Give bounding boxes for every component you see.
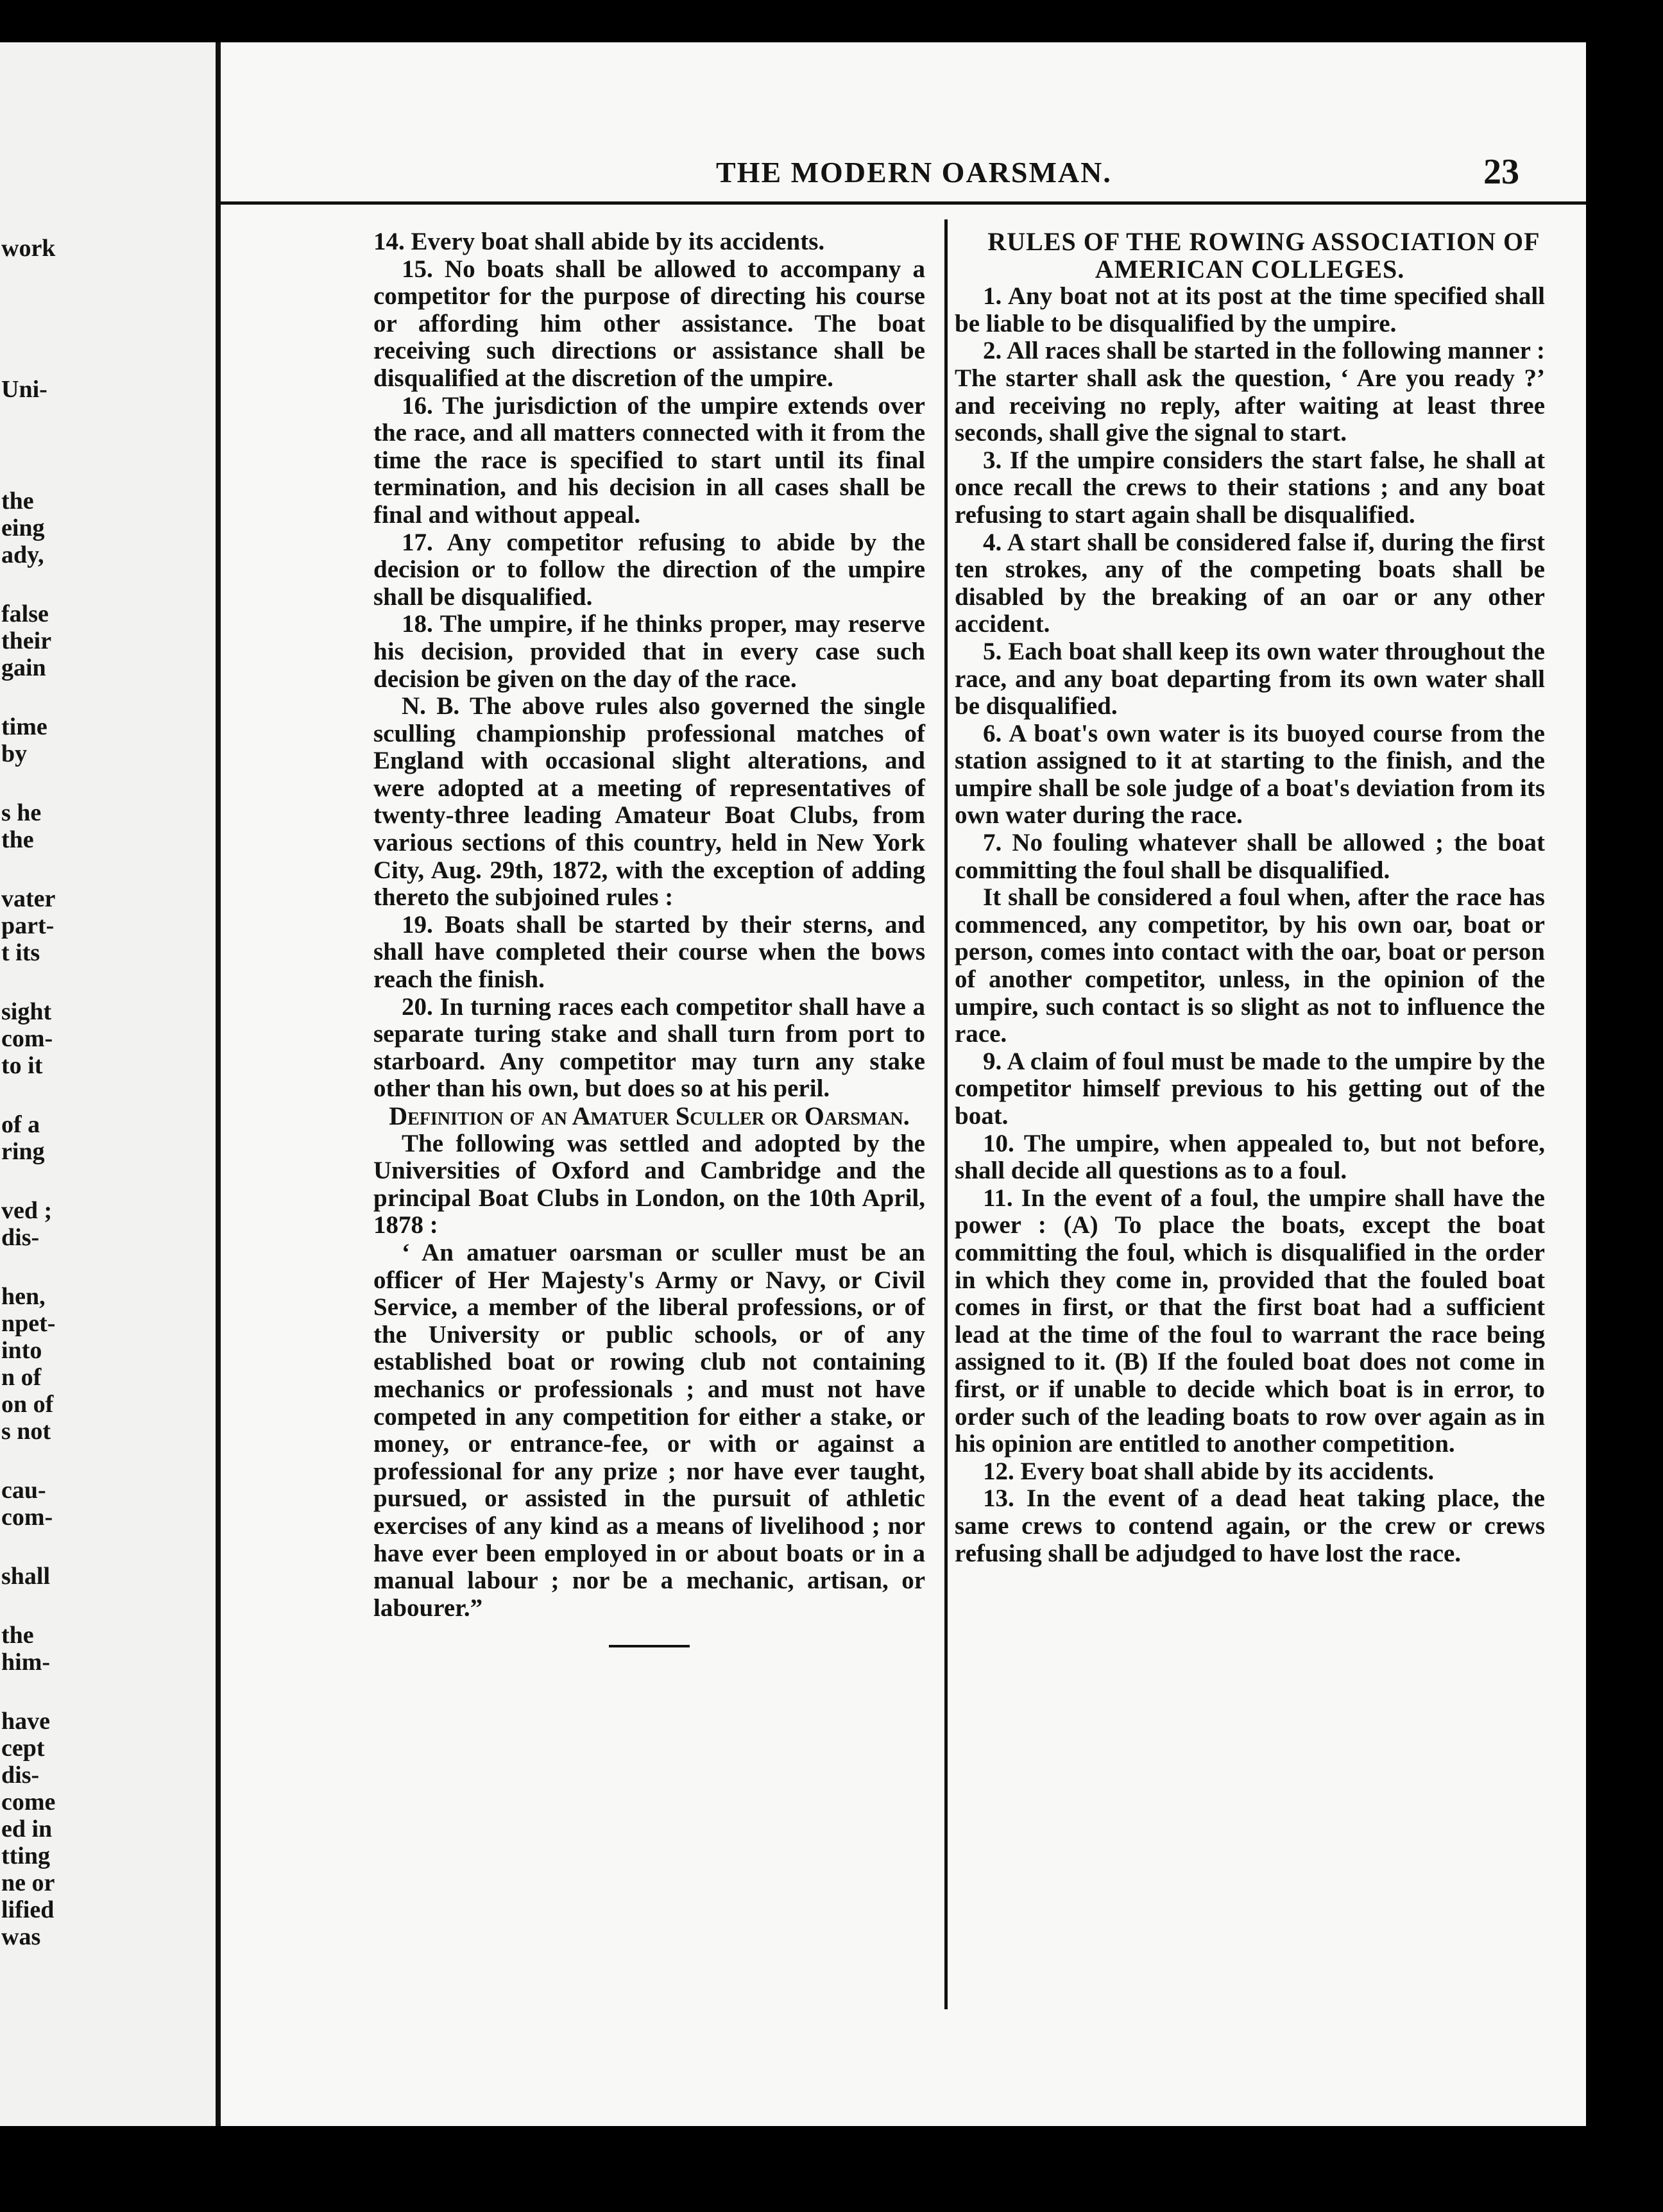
- fragment-line: vater: [1, 885, 56, 912]
- fragment-line: s he: [1, 799, 42, 826]
- header-rule: [221, 201, 1586, 205]
- rule-paragraph: 10. The umpire, when appealed to, but not before, shall decide all questions as to a foul.: [955, 1129, 1545, 1185]
- fragment-line: ady,: [1, 541, 44, 568]
- fragment-line: part-: [1, 912, 55, 939]
- rule-paragraph: 15. No boats shall be allowed to accompany a competitor for the purpose of directing his course or affording him other assistance. The boat receiving such directions or assistance shall be disqualified at the discretion of the umpire.: [373, 255, 925, 392]
- fragment-line: ring: [1, 1138, 45, 1165]
- rule-paragraph: 12. Every boat shall abide by its accidents.: [983, 1457, 1435, 1485]
- rule-paragraph: 1. Any boat not at its post at the time specified shall be liable to be disqualified by the umpire.: [955, 282, 1545, 337]
- fragment-line: Uni-: [1, 376, 47, 403]
- fragment-line: n of: [1, 1364, 42, 1391]
- rule-paragraph: 19. Boats shall be started by their sterns, and shall have completed their course when the bows reach the finish.: [373, 910, 925, 994]
- fragment-line: false: [1, 600, 49, 627]
- fragment-line: com-: [1, 1504, 53, 1531]
- fragment-line: by: [1, 740, 28, 767]
- rule-paragraph: 9. A claim of foul must be made to the umpire by the competitor himself previous to his getting out of the boat.: [955, 1047, 1545, 1130]
- fragment-line: have: [1, 1708, 50, 1735]
- left-column: [373, 228, 925, 1647]
- section-end-rule: [609, 1645, 690, 1647]
- definition-heading: Definition of an Amatuer Sculler or Oarsman.: [389, 1102, 910, 1130]
- fragment-line: him-: [1, 1649, 50, 1676]
- fragment-line: eing: [1, 515, 45, 541]
- rule-paragraph: 2. All races shall be started in the following manner : The starter shall ask the question, ‘ Are you ready ?’ and receiving no reply, after waiting at least three seconds, shall give the signal to start.: [955, 337, 1545, 447]
- book-page: [221, 42, 1586, 2126]
- fragment-line: shall: [1, 1563, 51, 1590]
- rule-paragraph: 7. No fouling whatever shall be allowed ; the boat committing the foul shall be disqualified.: [955, 829, 1545, 884]
- fragment-line: come: [1, 1789, 56, 1816]
- rule-paragraph: It shall be considered a foul when, after the race has commenced, any competitor, by his own oar, boat or person, comes into contact with the oar, boat or person of another competitor, unless, in the opinion of the umpire, such contact is so slight as not to influence the race.: [955, 883, 1545, 1048]
- definition-quote: ‘ An amatuer oarsman or sculler must be an officer of Her Majesty's Army or Navy, or Civil Service, a member of the liberal professions, or of the University or public schools, or of any established boat or rowing club not containing mechanics or professionals ; and must not have competed in any competition for either a stake, or money, or entrance-fee, or with or against a professional for any prize ; nor have ever taught, pursued, or assisted in the pursuit of athletic exercises of any kind as a means of livelihood ; nor have ever been employed in or about boats or in a manual labour ; nor be a mechanic, artisan, or labourer.”: [373, 1238, 925, 1622]
- fragment-line: the: [1, 826, 34, 853]
- rule-paragraph: 16. The jurisdiction of the umpire extends over the race, and all matters connected with it from the time the race is specified to start until its final termination, and his decision in all cases shall be final and without appeal.: [373, 391, 925, 529]
- fragment-line: was: [1, 1923, 41, 1950]
- fragment-line: npet-: [1, 1310, 56, 1337]
- facing-page-fragment: [0, 42, 216, 2126]
- running-header: [221, 152, 1586, 194]
- rules-heading: RULES OF THE ROWING ASSOCIATION OF AMERICAN COLLEGES.: [987, 227, 1540, 284]
- fragment-line: cept: [1, 1735, 45, 1762]
- fragment-line: dis-: [1, 1762, 40, 1789]
- fragment-line: ne or: [1, 1869, 55, 1896]
- right-column: [955, 228, 1545, 1567]
- fragment-line: into: [1, 1337, 42, 1364]
- rule-paragraph: 20. In turning races each competitor shall have a separate turing stake and shall turn from port to starboard. Any competitor may turn any stake other than his own, but does so at his peril.: [373, 992, 925, 1103]
- rule-paragraph: 4. A start shall be considered false if, during the first ten strokes, any of the competing boats shall be disabled by the breaking of an oar or any other accident.: [955, 528, 1545, 638]
- fragment-line: to it: [1, 1052, 43, 1079]
- fragment-line: gain: [1, 654, 46, 681]
- note-paragraph: N. B. The above rules also governed the single sculling championship professional matches of England with occasional slight alterations, and were adopted at a meeting of representatives of twenty-three leading Amateur Boat Clubs, from various sections of this country, held in New York City, Aug. 29th, 1872, with the exception of adding thereto the subjoined rules :: [373, 692, 925, 912]
- fragment-line: ed in: [1, 1816, 53, 1842]
- fragment-line: ved ;: [1, 1197, 53, 1224]
- fragment-line: hen,: [1, 1283, 46, 1310]
- fragment-line: t its: [1, 939, 40, 966]
- column-divider: [944, 219, 948, 2009]
- fragment-line: s not: [1, 1418, 51, 1445]
- rule-paragraph: 6. A boat's own water is its buoyed course from the station assigned to it at starting to the finish, and the umpire shall be sole judge of a boat's deviation from its own water during the race.: [955, 719, 1545, 830]
- running-title: THE MODERN OARSMAN.: [716, 156, 1112, 189]
- fragment-line: of a: [1, 1111, 40, 1138]
- rule-paragraph: 13. In the event of a dead heat taking place, the same crews to contend again, or the crew or crews refusing shall be adjudged to have lost the race.: [955, 1485, 1545, 1567]
- fragment-line: time: [1, 713, 47, 740]
- rule-paragraph: 17. Any competitor refusing to abide by the decision or to follow the direction of the umpire shall be disqualified.: [373, 528, 925, 611]
- rule-paragraph: 5. Each boat shall keep its own water throughout the race, and any boat departing from its own water shall be disqualified.: [955, 637, 1545, 720]
- fragment-line: com-: [1, 1025, 53, 1052]
- fragment-line: on of: [1, 1391, 54, 1418]
- book-gutter: [216, 42, 221, 2126]
- page-number: 23: [1483, 152, 1519, 192]
- rule-paragraph: 14. Every boat shall abide by its accidents.: [373, 228, 825, 255]
- fragment-line: tting: [1, 1842, 50, 1869]
- fragment-line: lified: [1, 1896, 55, 1923]
- fragment-line: the: [1, 1622, 34, 1649]
- fragment-line: their: [1, 627, 52, 654]
- fragment-line: dis-: [1, 1224, 40, 1251]
- rule-paragraph: 3. If the umpire considers the start false, he shall at once recall the crews to their stations ; and any boat refusing to start again shall be disqualified.: [955, 446, 1545, 529]
- rule-paragraph: 11. In the event of a foul, the umpire shall have the power : (A) To place the boats, except the boat committing the foul, which is disqualified in the order in which they come in, provided that the fouled boat comes in first, or that the first boat had a sufficient lead at the time of the foul to warrant the race being assigned to it. (B) If the fouled boat does not come in first, or if unable to decide which boat is in error, to order such of the leading boats to row over again as in his opinion are entitled to another competition.: [955, 1184, 1545, 1458]
- fragment-line: cau-: [1, 1477, 46, 1504]
- fragment-line: the: [1, 488, 34, 515]
- fragment-line: work: [1, 235, 56, 262]
- fragment-line: sight: [1, 998, 52, 1025]
- rule-paragraph: 18. The umpire, if he thinks proper, may reserve his decision, provided that in every case such decision be given on the day of the race.: [373, 610, 925, 693]
- definition-paragraph: The following was settled and adopted by the Universities of Oxford and Cambridge and the principal Boat Clubs in London, on the 10th April, 1878 :: [373, 1129, 925, 1239]
